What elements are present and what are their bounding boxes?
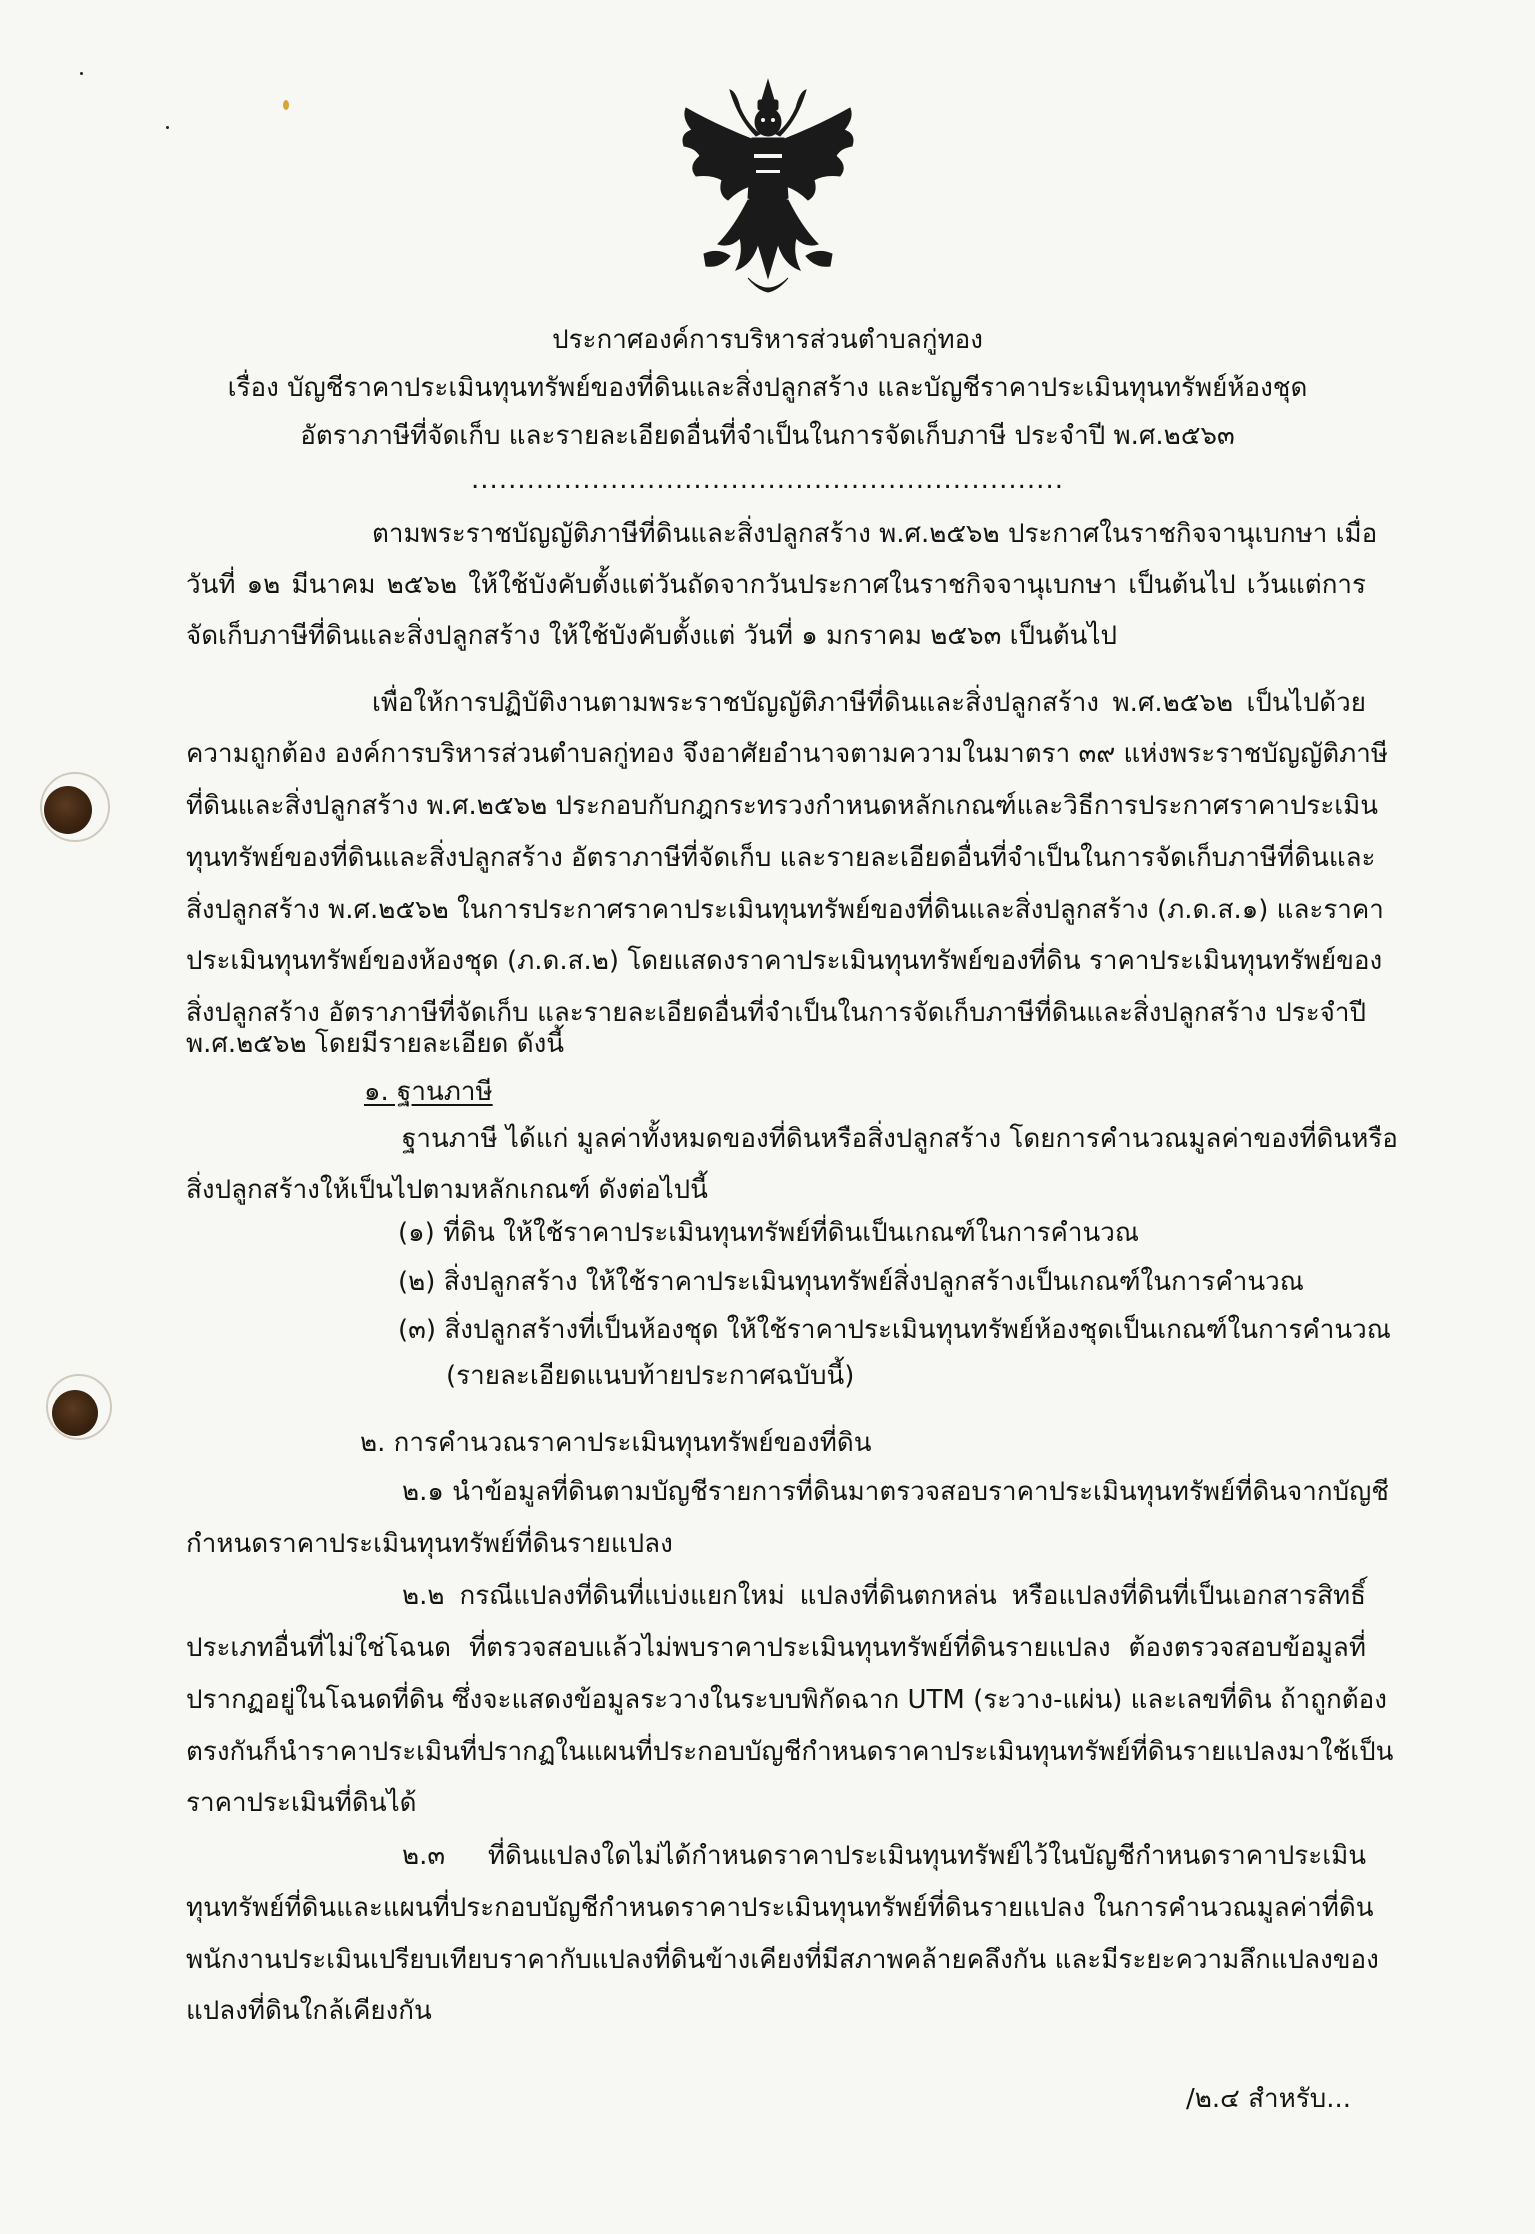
section1-item: (๓) สิ่งปลูกสร้างที่เป็นห้องชุด ให้ใช้ราคาประเมินทุนทรัพย์ห้องชุดเป็นเกณฑ์ในการคำนวณ [398,1315,1391,1345]
para2-line: พ.ศ.๒๕๖๒ โดยมีรายละเอียด ดังนี้ [186,1029,565,1059]
separator: ................................................................ [471,465,1064,495]
punch-hole [44,786,92,834]
section1-heading: ๑. ฐานภาษี [364,1077,493,1107]
para2-line: เพื่อให้การปฏิบัติงานตามพระราชบัญญัติภาษีที่ดินและสิ่งปลูกสร้าง พ.ศ.๒๕๖๒ เป็นไปด้วย [372,688,1366,718]
para1-line: วันที่ ๑๒ มีนาคม ๒๕๖๒ ให้ใช้บังคับตั้งแต่วันถัดจากวันประกาศในราชกิจจานุเบกษา เป็นต้นไป เว้นแต่การ [186,570,1366,600]
subject-line-1: เรื่อง บัญชีราคาประเมินทุนทรัพย์ของที่ดินและสิ่งปลูกสร้าง และบัญชีราคาประเมินทุนทรัพย์ห้องชุด [227,373,1308,403]
section2-3-line: พนักงานประเมินเปรียบเทียบราคากับแปลงที่ดินข้างเคียงที่มีสภาพคล้ายคลึงกัน และมีระยะความลึกแปลงของ [186,1945,1379,1975]
section2-2-line: ราคาประเมินที่ดินได้ [186,1788,417,1818]
para1-line: จัดเก็บภาษีที่ดินและสิ่งปลูกสร้าง ให้ใช้บังคับตั้งแต่ วันที่ ๑ มกราคม ๒๕๖๓ เป็นต้นไป [186,621,1118,651]
para2-line: ประเมินทุนทรัพย์ของห้องชุด (ภ.ด.ส.๒) โดยแสดงราคาประเมินทุนทรัพย์ของที่ดิน ราคาประเมินทุนทรัพย์ของ [186,946,1383,976]
para1-line: ตามพระราชบัญญัติภาษีที่ดินและสิ่งปลูกสร้าง พ.ศ.๒๕๖๒ ประกาศในราชกิจจานุเบกษา เมื่อ [372,519,1378,549]
section1-body: สิ่งปลูกสร้างให้เป็นไปตามหลักเกณฑ์ ดังต่อไปนี้ [186,1175,708,1205]
speck [80,72,83,75]
section2-2-line: ปรากฏอยู่ในโฉนดที่ดิน ซึ่งจะแสดงข้อมูลระวางในระบบพิกัดฉาก UTM (ระวาง-แผ่น) และเลขที่ดิน ถ้าถูกต้อง [186,1685,1387,1715]
section2-heading: ๒. การคำนวณราคาประเมินทุนทรัพย์ของที่ดิน [360,1428,872,1458]
para2-line: ความถูกต้อง องค์การบริหารส่วนตำบลกู่ทอง จึงอาศัยอำนาจตามความในมาตรา ๓๙ แห่งพระราชบัญญัติภาษี [186,739,1388,769]
speck [166,126,169,129]
para2-line: สิ่งปลูกสร้าง พ.ศ.๒๕๖๒ ในการประกาศราคาประเมินทุนทรัพย์ของที่ดินและสิ่งปลูกสร้าง (ภ.ด.ส.๑) และราคา [186,895,1384,925]
para2-line: ทุนทรัพย์ของที่ดินและสิ่งปลูกสร้าง อัตราภาษีที่จัดเก็บ และรายละเอียดอื่นที่จำเป็นในการจัดเก็บภาษีที่ดินและ [186,843,1376,873]
section1-item: (๑) ที่ดิน ให้ใช้ราคาประเมินทุนทรัพย์ที่ดินเป็นเกณฑ์ในการคำนวณ [398,1218,1140,1248]
section2-1-line: ๒.๑ นำข้อมูลที่ดินตามบัญชีรายการที่ดินมาตรวจสอบราคาประเมินทุนทรัพย์ที่ดินจากบัญชี [402,1477,1389,1507]
garuda-emblem [678,78,858,298]
para2-line: ที่ดินและสิ่งปลูกสร้าง พ.ศ.๒๕๖๒ ประกอบกับกฎกระทรวงกำหนดหลักเกณฑ์และวิธีการประกาศราคาประเมิน [186,791,1379,821]
section1-item-note: (รายละเอียดแนบท้ายประกาศฉบับนี้) [446,1361,855,1391]
punch-hole [52,1390,98,1436]
section2-3-line: แปลงที่ดินใกล้เคียงกัน [186,1996,432,2026]
section2-1-line: กำหนดราคาประเมินทุนทรัพย์ที่ดินรายแปลง [186,1529,673,1559]
section1-item: (๒) สิ่งปลูกสร้าง ให้ใช้ราคาประเมินทุนทรัพย์สิ่งปลูกสร้างเป็นเกณฑ์ในการคำนวณ [398,1267,1304,1297]
section2-3-line: ๒.๓ ที่ดินแปลงใดไม่ได้กำหนดราคาประเมินทุนทรัพย์ไว้ในบัญชีกำหนดราคาประเมิน [402,1841,1366,1871]
para2-line: สิ่งปลูกสร้าง อัตราภาษีที่จัดเก็บ และรายละเอียดอื่นที่จำเป็นในการจัดเก็บภาษีที่ดินและสิ่งปลูกสร้าง ประจำปี [186,998,1366,1028]
continuation-note: /๒.๔ สำหรับ... [1186,2084,1351,2114]
announcement-org: ประกาศองค์การบริหารส่วนตำบลกู่ทอง [552,325,983,355]
subject-line-2: อัตราภาษีที่จัดเก็บ และรายละเอียดอื่นที่จำเป็นในการจัดเก็บภาษี ประจำปี พ.ศ.๒๕๖๓ [300,421,1235,451]
section1-body: ฐานภาษี ได้แก่ มูลค่าทั้งหมดของที่ดินหรือสิ่งปลูกสร้าง โดยการคำนวณมูลค่าของที่ดินหรือ [402,1124,1398,1154]
section2-2-line: ประเภทอื่นที่ไม่ใช่โฉนด ที่ตรวจสอบแล้วไม่พบราคาประเมินทุนทรัพย์ที่ดินรายแปลง ต้องตรวจสอบข้อมูลที่ [186,1633,1366,1663]
speck [283,100,289,110]
section2-3-line: ทุนทรัพย์ที่ดินและแผนที่ประกอบบัญชีกำหนดราคาประเมินทุนทรัพย์ที่ดินรายแปลง ในการคำนวณมูลค่าที่ดิน [186,1893,1374,1923]
section2-2-line: ตรงกันก็นำราคาประเมินที่ปรากฏในแผนที่ประกอบบัญชีกำหนดราคาประเมินทุนทรัพย์ที่ดินรายแปลงมาใช้เป็น [186,1737,1394,1767]
section2-2-line: ๒.๒ กรณีแปลงที่ดินที่แบ่งแยกใหม่ แปลงที่ดินตกหล่น หรือแปลงที่ดินที่เป็นเอกสารสิทธิ์ [402,1581,1366,1611]
